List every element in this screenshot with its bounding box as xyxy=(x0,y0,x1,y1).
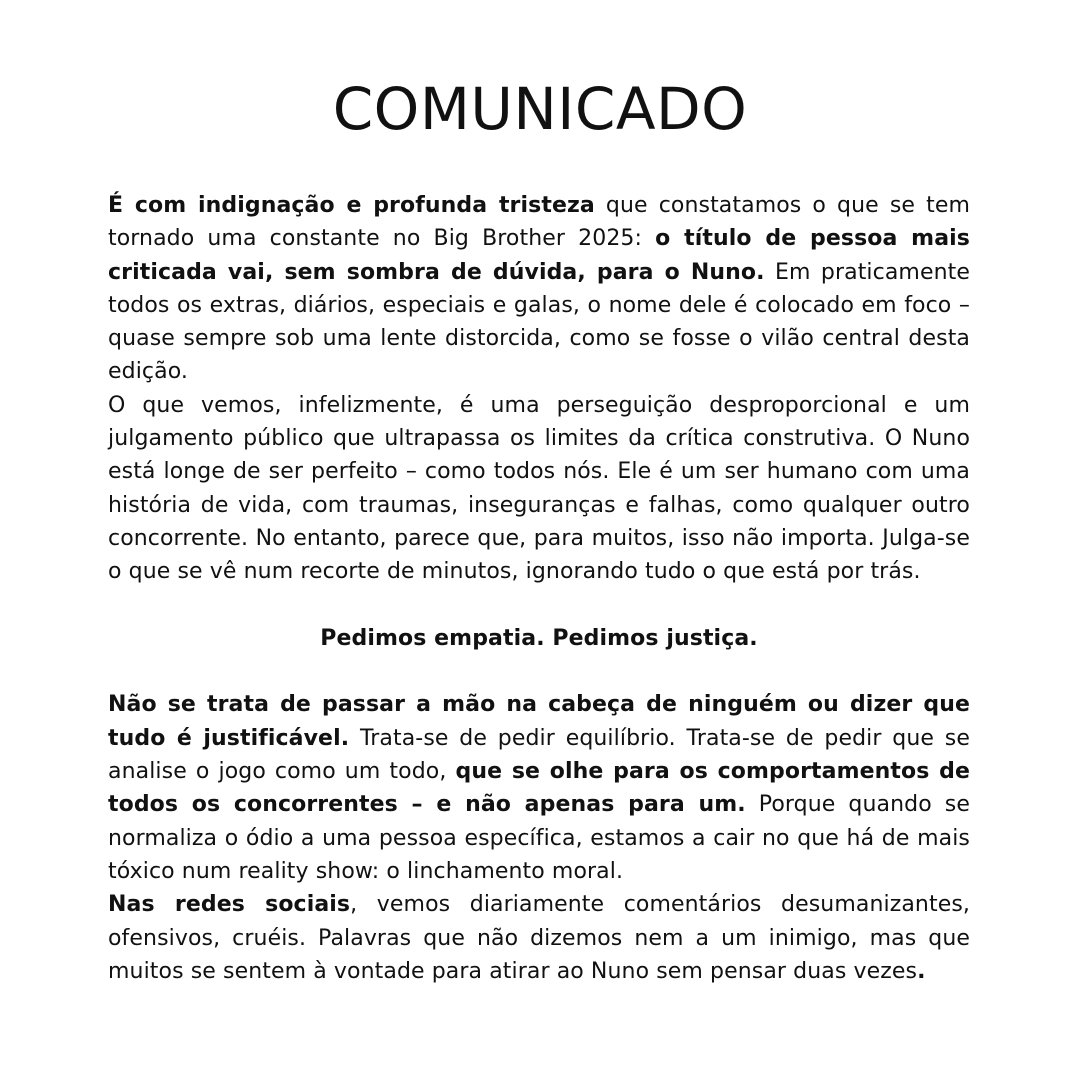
balance-bold-1: Não se trata de passar a mão na cabeça de ninguém ou dizer que tudo é justificável. xyxy=(108,692,970,751)
spacer xyxy=(108,655,970,688)
page-title: COMUNICADO xyxy=(332,75,748,143)
paragraph-social-media xyxy=(108,888,970,988)
social-text-1: , vemos diariamente comentários desumanizantes, ofensivos, cruéis. Palavras que não dizemos nem a um inimigo, mas que muitos se sentem à vontade para atirar ao Nuno sem pensar duas vezes xyxy=(108,892,970,984)
slogan: Pedimos empatia. Pedimos justiça. xyxy=(320,625,758,651)
social-bold-2: . xyxy=(917,958,926,984)
balance-text-1: Trata-se de pedir equilíbrio. Trata-se de pedir que se analise o jogo como um todo, xyxy=(108,725,970,785)
intro-bold-2: o título de pessoa mais criticada vai, sem sombra de dúvida, para o Nuno. xyxy=(108,226,970,285)
balance-bold-2: que se olhe para os comportamentos de todos os concorrentes – e não apenas para um. xyxy=(108,759,970,818)
spacer xyxy=(108,589,970,622)
intro-text-2: Em praticamente todos os extras, diários, especiais e galas, o nome dele é colocado em foco – quase sempre sob uma lente distorcida, como se fosse o vilão central desta edição. xyxy=(108,259,970,385)
intro-text-1: que constatamos o que se tem tornado uma constante no Big Brother 2025: xyxy=(108,193,971,252)
social-bold-1: Nas redes sociais xyxy=(108,892,351,918)
paragraph-balance xyxy=(108,688,970,888)
paragraph-intro xyxy=(108,189,970,389)
balance-text-2: Porque quando se normaliza o ódio a uma pessoa específica, estamos a cair no que há de mais tóxico num reality show: o linchamento moral. xyxy=(108,792,970,884)
intro-bold-1: É com indignação e profunda tristeza xyxy=(108,193,595,218)
paragraph-persecution: O que vemos, infelizmente, é uma perseguição desproporcional e um julgamento público que ultrapassa os limites da crítica construtiva. O Nuno está longe de ser perfeito – como todos nós. Ele é um ser humano com uma história de vida, com traumas, inseguranças e falhas, como qualquer outro concorrente. No entanto, parece que, para muitos, isso não importa. Julga-se o que se vê num recorte de minutos, ignorando tudo o que está por trás. xyxy=(108,392,970,585)
announcement-body xyxy=(108,189,970,988)
